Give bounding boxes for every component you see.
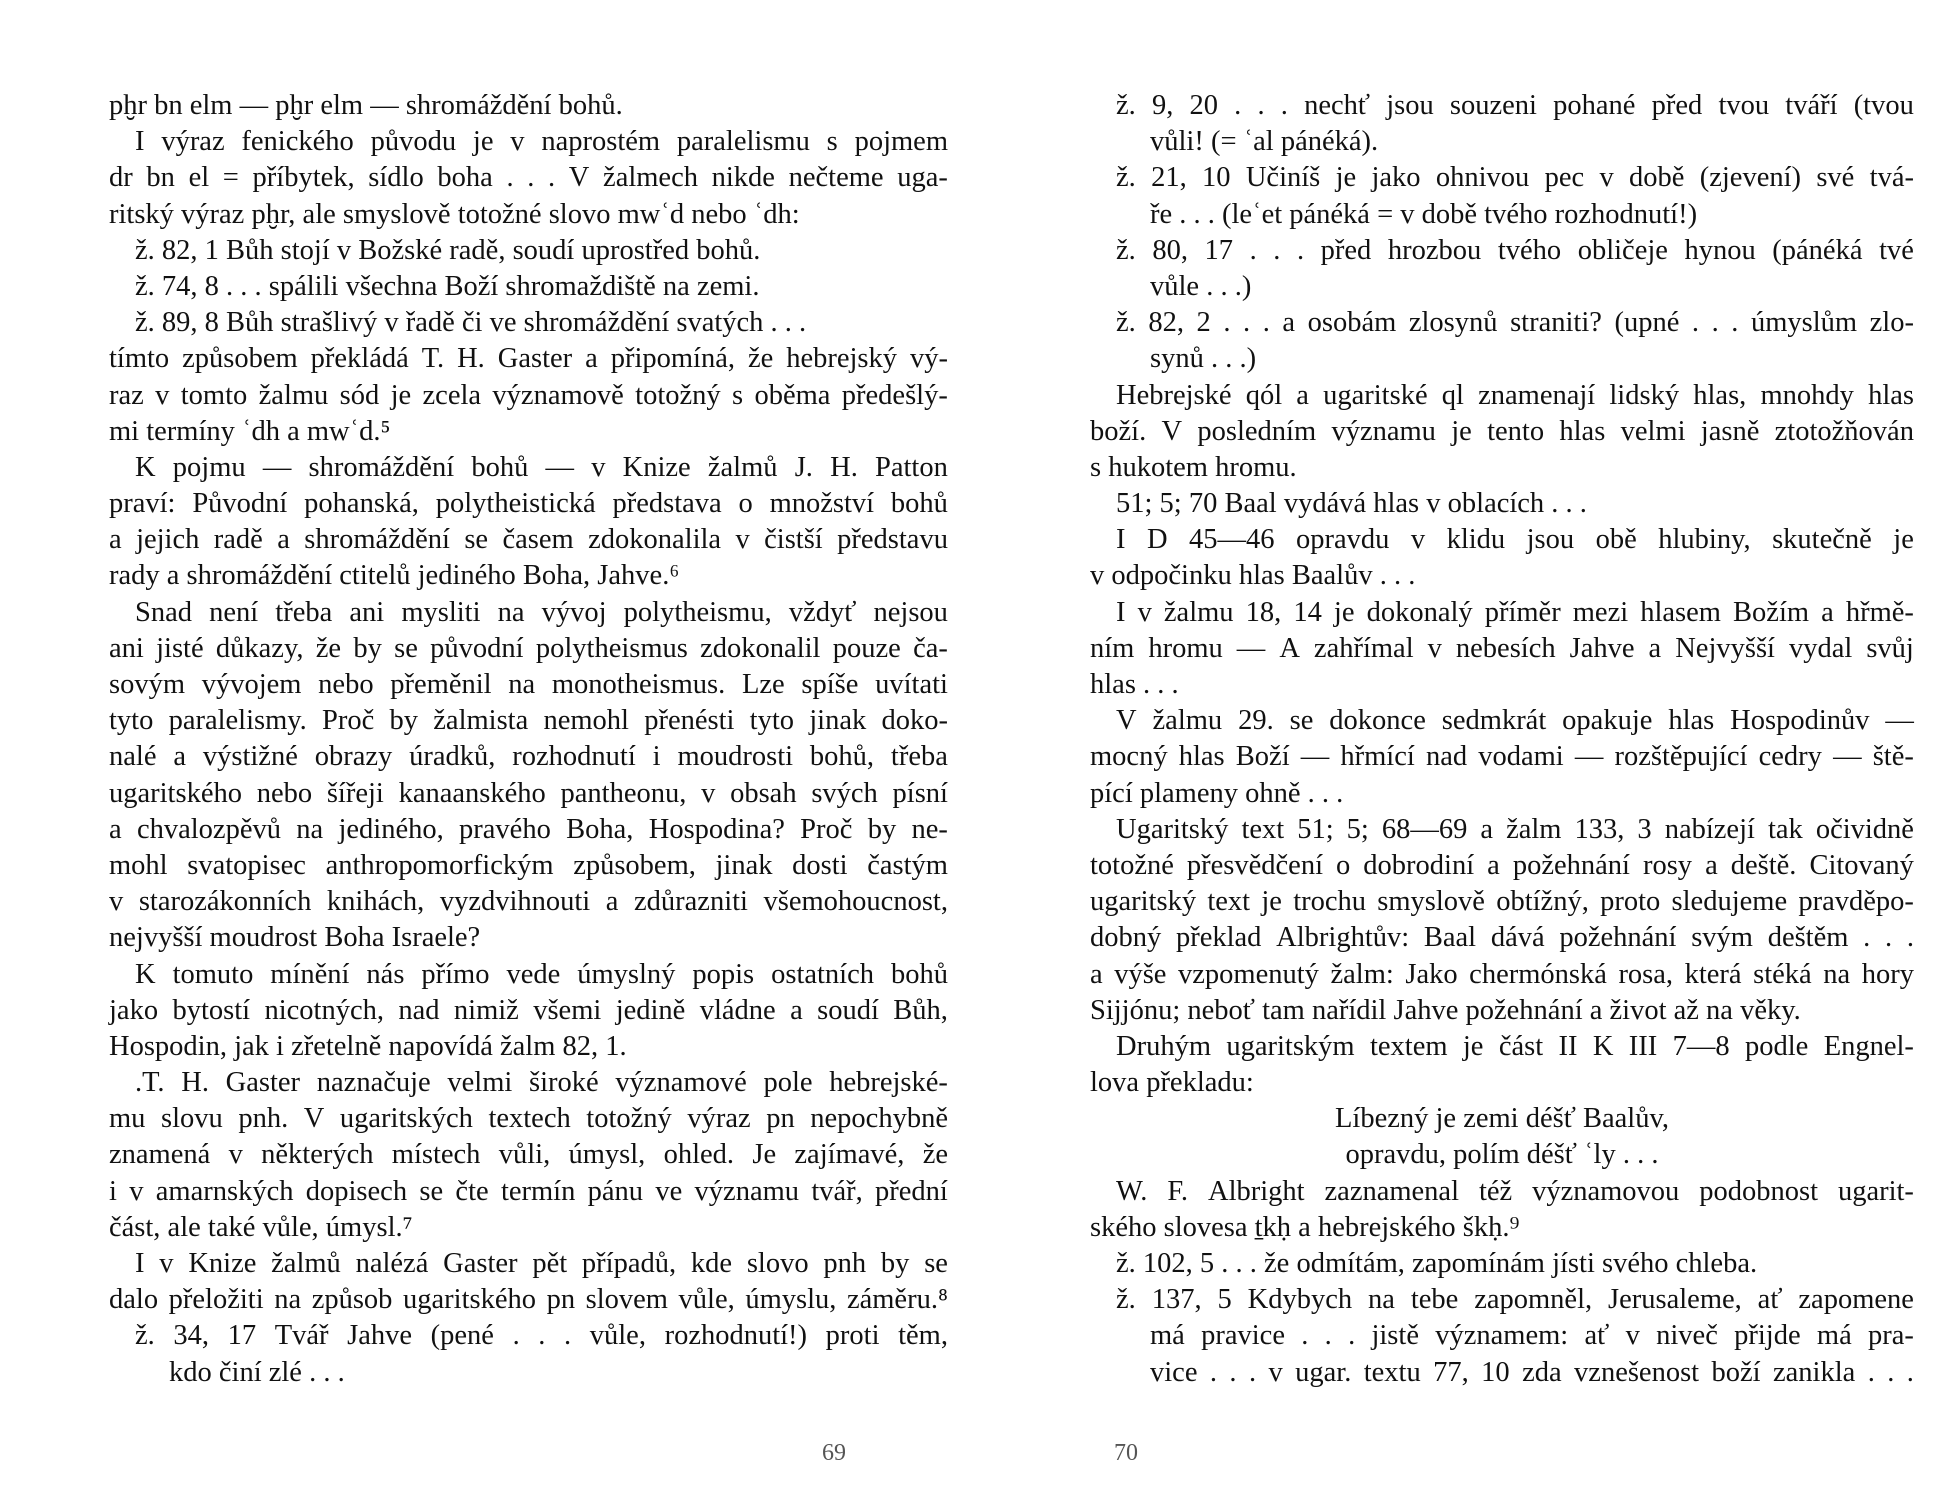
text-line: mocný hlas Boží — hřmící nad vodami — rozštěpující cedry — ště- bbox=[1090, 741, 1914, 773]
text-line: nejvyšší moudrost Boha Israele? bbox=[109, 922, 481, 954]
text-line: dalo přeložiti na způsob ugaritského pn slovem vůle, úmyslu, záměru.⁸ bbox=[109, 1284, 948, 1316]
text-line: Líbezný je zemi déšť Baalův, bbox=[1335, 1103, 1669, 1135]
text-line: ře . . . (leʿet pánéká = v době tvého rozhodnutí!) bbox=[1150, 198, 1698, 230]
text-line: hlas . . . bbox=[1090, 669, 1179, 700]
text-line: W. F. Albright zaznamenal též významovou podobnost ugarit- bbox=[1116, 1175, 1914, 1207]
text-line: tyto paralelismy. Proč by žalmista nemohl přenésti tyto jinak doko- bbox=[109, 705, 948, 737]
text-line: jako bytostí nicotných, nad nimiž všemi jedině vládne a soudí Bůh, bbox=[109, 994, 948, 1026]
text-line: s hukotem hromu. bbox=[1090, 451, 1297, 483]
text-line: ž. 82, 1 Bůh stojí v Božské radě, soudí uprostřed bohů. bbox=[135, 234, 761, 266]
text-line: ním hromu — A zahřímal v nebesích Jahve a Nejvyšší vydal svůj bbox=[1090, 632, 1914, 664]
text-line: vůle . . .) bbox=[1150, 270, 1252, 302]
text-line: synů . . .) bbox=[1150, 343, 1257, 375]
left-page-number: 69 bbox=[822, 1440, 846, 1466]
text-line: totožné přesvědčení o dobrodiní a požehnání rosy a deště. Citovaný bbox=[1090, 849, 1914, 881]
text-line: Ugaritský text 51; 5; 68—69 a žalm 133, 3 nabízejí tak očividně bbox=[1116, 813, 1914, 845]
text-line: i v amarnských dopisech se čte termín pánu ve významu tvář, přední bbox=[109, 1175, 948, 1207]
text-line: vice . . . v ugar. textu 77, 10 zda vznešenost boží zanikla . . . bbox=[1150, 1356, 1914, 1388]
text-line: Hospodin, jak i zřetelně napovídá žalm 82, 1. bbox=[109, 1030, 627, 1062]
text-line: Sijjónu; neboť tam nařídil Jahve požehnání a život až na věky. bbox=[1090, 994, 1801, 1026]
text-line: Snad není třeba ani mysliti na vývoj polytheismu, vždyť nejsou bbox=[135, 596, 948, 628]
text-line: dr bn el = příbytek, sídlo boha . . . V žalmech nikde nečteme uga- bbox=[109, 162, 948, 194]
text-line: ž. 74, 8 . . . spálili všechna Boží shromaždiště na zemi. bbox=[135, 270, 760, 302]
text-line: ani jisté důkazy, že by se původní polytheismus zdokonalil pouze ča- bbox=[109, 632, 948, 664]
text-line: praví: Původní pohanská, polytheistická představa o množství bohů bbox=[109, 488, 948, 520]
text-line: sovým vývojem nebo přeměnil na monotheismus. Lze spíše uvítati bbox=[109, 669, 948, 700]
text-line: I D 45—46 opravdu v klidu jsou obě hlubiny, skutečně je bbox=[1116, 524, 1914, 556]
text-line: vůli! (= ʿal pánéká). bbox=[1150, 126, 1379, 158]
text-line: mohl svatopisec anthropomorfickým způsobem, jinak dosti častým bbox=[109, 849, 948, 881]
text-line: ritský výraz pḫr, ale smyslově totožné slovo mwʿd nebo ʿdh: bbox=[109, 198, 800, 230]
text-line: Hebrejské qól a ugaritské ql znamenají lidský hlas, mnohdy hlas bbox=[1116, 379, 1914, 411]
text-line: .T. H. Gaster naznačuje velmi široké významové pole hebrejské- bbox=[135, 1067, 948, 1099]
text-line: mi termíny ʿdh a mwʿd.⁵ bbox=[109, 415, 391, 447]
text-line: V žalmu 29. se dokonce sedmkrát opakuje hlas Hospodinův — bbox=[1116, 705, 1914, 737]
text-line: I v žalmu 18, 14 je dokonalý příměr mezi hlasem Božím a hřmě- bbox=[1116, 596, 1914, 628]
text-line: ž. 137, 5 Kdybych na tebe zapomněl, Jerusaleme, ať zapomene bbox=[1116, 1284, 1914, 1316]
text-line: ž. 82, 2 . . . a osobám zlosynů straniti? (upné . . . úmyslům zlo- bbox=[1116, 307, 1914, 339]
text-line: a jejich radě a shromáždění se časem zdokonalila v čistší představu bbox=[109, 524, 948, 556]
text-line: I v Knize žalmů nalézá Gaster pět případů, kde slovo pnh by se bbox=[135, 1248, 948, 1279]
text-line: tímto způsobem překládá T. H. Gaster a připomíná, že hebrejský vý- bbox=[109, 343, 948, 375]
text-line: ugaritského nebo šířeji kanaanského pantheonu, v obsah svých písní bbox=[109, 777, 948, 809]
text-line: 51; 5; 70 Baal vydává hlas v oblacích . . . bbox=[1116, 488, 1587, 520]
text-line: Druhým ugaritským textem je část II K III 7—8 podle Engnel- bbox=[1116, 1030, 1914, 1062]
text-line: a chvalozpěvů na jediného, pravého Boha, Hospodina? Proč by ne- bbox=[109, 813, 948, 845]
text-line: pící plameny ohně . . . bbox=[1090, 777, 1344, 809]
text-line: lova překladu: bbox=[1090, 1067, 1254, 1099]
text-line: K tomuto mínění nás přímo vede úmyslný popis ostatních bohů bbox=[135, 958, 948, 990]
text-line: mu slovu pnh. V ugaritských textech totožný výraz pn nepochybně bbox=[109, 1103, 948, 1135]
text-line: ž. 34, 17 Tvář Jahve (pené . . . vůle, rozhodnutí!) proti těm, bbox=[135, 1320, 948, 1352]
text-line: dobný překlad Albrightův: Baal dává požehnání svým deštěm . . . bbox=[1090, 922, 1914, 954]
text-line: pḫr bn elm — pḫr elm — shromáždění bohů. bbox=[109, 90, 623, 121]
text-line: a výše vzpomenutý žalm: Jako chermónská rosa, která stéká na hory bbox=[1090, 958, 1914, 990]
text-line: raz v tomto žalmu sód je zcela významově totožný s oběma předešlý- bbox=[109, 379, 948, 411]
text-line: ského slovesa ṯkḥ a hebrejského škḥ.⁹ bbox=[1090, 1211, 1520, 1243]
text-line: část, ale také vůle, úmysl.⁷ bbox=[109, 1211, 413, 1243]
text-line: ž. 102, 5 . . . že odmítám, zapomínám jísti svého chleba. bbox=[1116, 1248, 1758, 1279]
text-line: v odpočinku hlas Baalův . . . bbox=[1090, 560, 1416, 592]
text-line: K pojmu — shromáždění bohů — v Knize žalmů J. H. Patton bbox=[135, 451, 948, 483]
text-line: znamená v některých místech vůli, úmysl, ohled. Je zajímavé, že bbox=[109, 1139, 948, 1171]
text-line: má pravice . . . jistě významem: ať v niveč přijde má pra- bbox=[1150, 1320, 1914, 1352]
text-line: rady a shromáždění ctitelů jediného Boha, Jahve.⁶ bbox=[109, 560, 680, 592]
text-line: ž. 9, 20 . . . nechť jsou souzeni pohané před tvou tváří (tvou bbox=[1116, 90, 1914, 121]
text-line: ugaritský text je trochu smyslově obtížný, proto sledujeme pravděpo- bbox=[1090, 886, 1914, 918]
text-line: nalé a výstižné obrazy úradků, rozhodnutí i moudrosti bohů, třeba bbox=[109, 741, 948, 773]
right-page-number: 70 bbox=[1114, 1440, 1138, 1466]
text-line: v starozákonních knihách, vyzdvihnouti a zdůrazniti všemohoucnost, bbox=[109, 886, 948, 918]
right-page bbox=[1090, 88, 1914, 1391]
text-line: kdo činí zlé . . . bbox=[169, 1356, 345, 1388]
text-line: ž. 89, 8 Bůh strašlivý v řadě či ve shromáždění svatých . . . bbox=[135, 307, 807, 339]
text-line: boží. V posledním významu je tento hlas velmi jasně ztotožňován bbox=[1090, 415, 1914, 447]
text-line: opravdu, polím déšť ʿly . . . bbox=[1345, 1139, 1659, 1171]
text-line: ž. 21, 10 Učiníš je jako ohnivou pec v době (zjevení) své tvá- bbox=[1116, 162, 1914, 194]
text-line: I výraz fenického původu je v naprostém paralelismu s pojmem bbox=[135, 126, 948, 158]
text-line: ž. 80, 17 . . . před hrozbou tvého obličeje hynou (pánéká tvé bbox=[1116, 234, 1914, 266]
left-page bbox=[109, 88, 948, 1391]
